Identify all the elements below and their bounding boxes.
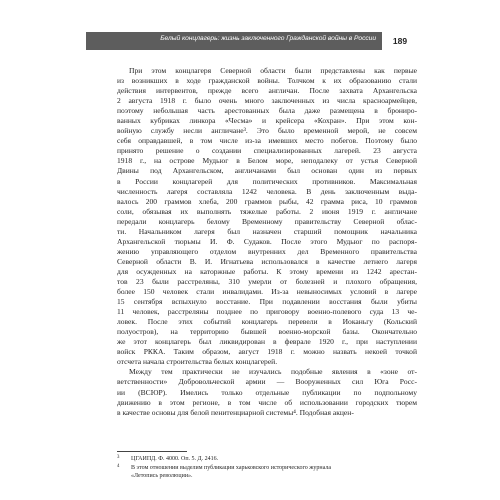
body-line: движению в этом регионе, в том числе об использовании городских тюрем	[117, 397, 417, 407]
body-line: в России концлагерей для политических противников. Максимальная	[117, 176, 417, 186]
running-header	[86, 32, 382, 50]
footnote-divider	[117, 451, 187, 452]
body-line: передали концлагерь белому Временному правительству Северной облас-	[117, 216, 417, 226]
body-line: более 150 человек стали инвалидами. Из-за невыносимых условий в лагере	[117, 287, 417, 297]
footnote	[117, 455, 417, 464]
body-line: ловек. После этих событий концлагерь перевели в Иоканьгу (Кольский	[117, 317, 417, 327]
body-line: войск РККА. Таким образом, август 1918 г. можно назвать некоей точкой	[117, 347, 417, 357]
body-line: При этом концлагеря Северной области были представлены как первые	[129, 66, 417, 75]
body-line: Архангельской тюрьмы И. Ф. Судаков. После этого Мудьюг по распоря-	[117, 236, 417, 246]
body-line: действия интервентов, прежде всего англичан. После захвата Архангельска	[117, 86, 417, 96]
body-line: валось 200 граммов хлеба, 200 граммов рыбы, 42 грамма риса, 10 граммов	[117, 196, 417, 206]
body-line: 11 человек, расстреляны позднее по приговору военно-полевого суда 13 че-	[117, 307, 417, 317]
body-line: Северной области В. И. Игнатьева использовался в качестве летнего лагеря	[117, 256, 417, 266]
body-line: ванных кубриках линкора «Чесма» и крейсера «Кохран». При этом кон-	[117, 116, 417, 126]
body-line: для осужденных на каторжные работы. К этому времени из 1242 арестан-	[117, 266, 417, 276]
body-line: 2 августа 1918 г. было очень много заключенных из числа красноармейцев,	[117, 96, 417, 106]
body-line: полуостров), на территорию бывшей военно-морской базы. Окончательно	[117, 327, 417, 337]
body-line: Двины под Архангельском, англичанами был основан один из первых	[117, 166, 417, 176]
body-text	[117, 66, 417, 418]
body-line: себя оправдавшей, в том числе из-за имевших место побегов. Поэтому было	[117, 136, 417, 146]
body-line: отсчета начала строительства белых концлагерей.	[117, 357, 278, 367]
body-line: войную службу несли англичане³. Это было временной мерой, не совсем	[117, 126, 417, 136]
footnote-text: «Летопись революции».	[131, 473, 193, 479]
body-line: 15 сентября вспыхнуло восстание. При подавлении восстания были убиты	[117, 297, 417, 307]
running-header-title: Белый концлагерь: жизнь заключенного Гражданской войны в России	[160, 35, 376, 42]
body-line: ветственности» Добровольческой армии — Вооруженных сил Юга Росс-	[117, 377, 417, 387]
footnote-text: В этом отношении выделим публикации харьковского исторического журнала	[131, 464, 332, 471]
body-line: тов 23 были расстреляны, 310 умерли от болезней и плохого обращения,	[117, 276, 417, 286]
body-line: численность лагеря составляла 1242 человека. В день заключенным выда-	[117, 186, 417, 196]
body-line: принято решение о создании специализированных лагерей. 23 августа	[117, 146, 417, 156]
footnote-number: 4	[117, 463, 120, 469]
footnote-number: 3	[117, 455, 120, 460]
body-line: соли, обязывая их выполнять тяжелые работы. 2 июня 1919 г. англичане	[117, 206, 417, 216]
footnotes	[117, 455, 417, 481]
body-line: жению управляющего отделом внутренних дел Временного правительства	[117, 246, 417, 256]
body-line: в качестве основы для белой пенитенциарной системы⁴. Подобная акцен-	[117, 407, 354, 417]
body-line: поэтому небольшая часть арестованных была даже размещена в бронирo-	[117, 106, 417, 116]
page-number: 189	[392, 36, 408, 46]
body-line: Между тем практически не изучались подобные явления в «зоне от-	[129, 367, 417, 377]
body-line: ти. Начальником лагеря был назначен старший помощник начальника	[117, 226, 417, 236]
body-line: 1918 г., на острове Мудьюг в Белом море, неподалеку от устья Северной	[117, 156, 417, 166]
body-line: из возникших в ходе гражданской войны. Толчком к их образованию стали	[117, 76, 417, 86]
body-line: же этот концлагерь был ликвидирован в феврале 1920 г., при наступлении	[117, 337, 417, 347]
footnote-text: ЦГАИПД. Ф. 4000. Оп. 5. Д. 2416.	[131, 456, 219, 462]
body-line: ии (ВСЮР). Имелись только отдельные публикации по подпольному	[117, 387, 417, 397]
footnote	[117, 464, 417, 481]
